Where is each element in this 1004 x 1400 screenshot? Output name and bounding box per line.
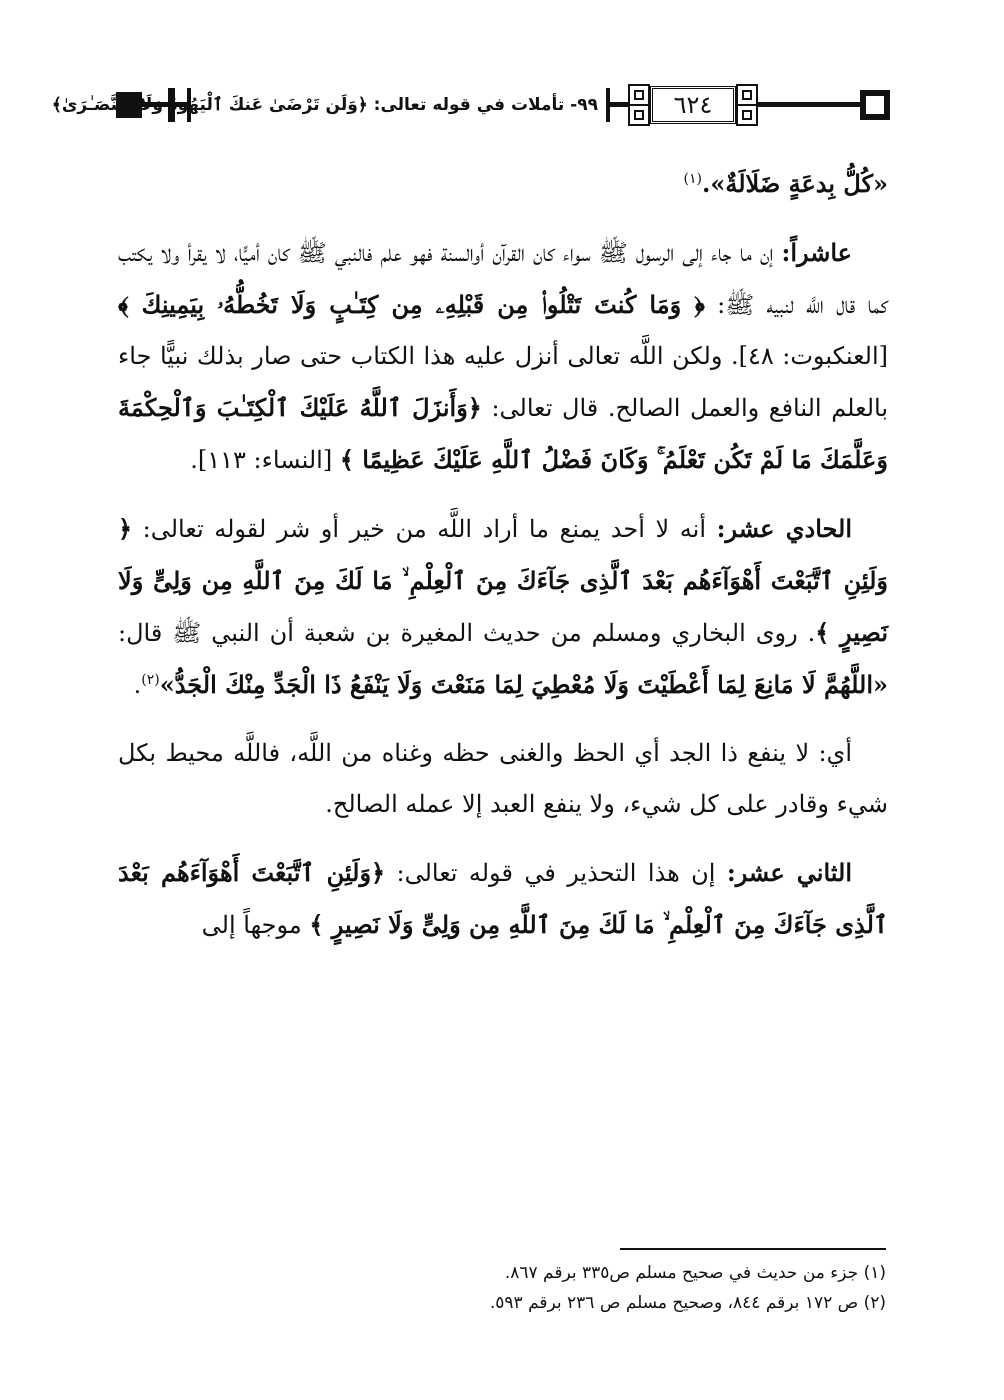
header-rule bbox=[610, 102, 628, 107]
hadith-quote: «كُلُّ بِدعَةٍ ضَلَالَةٌ». bbox=[701, 169, 888, 198]
footnote-ref-2: (٢) bbox=[141, 672, 160, 688]
footnote-separator bbox=[620, 1248, 886, 1250]
paragraph-text: إن ما جاء إلى الرسول ﷺ سواء كان القرآن أوالسنة فهو علم فالنبي ﷺ كان أميًّا، لا يقرأ ولا يكتب كما قال اللَّه لنبيه ﷺ: bbox=[118, 239, 888, 319]
footnote-1: (١) جزء من حديث في صحيح مسلم ص٣٣٥ برقم ٨٦٧. bbox=[504, 1263, 886, 1283]
verse-reference: [العنكبوت: ٤٨] bbox=[738, 342, 888, 370]
quran-verse: ﴿وَأَنزَلَ ٱللَّهُ عَلَيْكَ ٱلْكِتَـٰبَ وَٱلْحِكْمَةَ وَعَلَّمَكَ مَا لَمْ تَكُن تَعْلَمُ ۚ وَكَانَ فَضْلُ ٱللَّهِ عَلَيْكَ عَظِيمًا ﴾ bbox=[118, 393, 888, 474]
verse-reference: [النساء: ١١٣]. bbox=[190, 446, 340, 474]
running-header bbox=[51, 84, 890, 128]
paragraph-tenth bbox=[118, 227, 888, 486]
paragraph-text: موجهاً إلى bbox=[201, 911, 310, 939]
paragraph-text: إن هذا التحذير في قوله تعالى: bbox=[385, 859, 727, 887]
quran-verse: ﴿ وَمَا كُنتَ تَتْلُوا۟ مِن قَبْلِهِۦ مِن كِتَـٰبٍ وَلَا تَخُطُّهُۥ بِيَمِينِكَ ﴾ bbox=[118, 290, 705, 319]
knot-ornament bbox=[628, 84, 650, 106]
footnote-2: (٢) ص ١٧٢ برقم ٨٤٤، وصحيح مسلم ص ٢٣٦ برقم ٥٩٣. bbox=[489, 1293, 886, 1313]
knot-ornament bbox=[736, 84, 758, 106]
paragraph-lead: الحادي عشر: bbox=[716, 514, 853, 543]
header-rule bbox=[758, 102, 860, 107]
paragraph-eleventh bbox=[118, 503, 888, 711]
knot-ornament bbox=[628, 104, 650, 126]
hadith-quote: «اللَّهُمَّ لَا مَانِعَ لِمَا أَعْطَيْتَ وَلَا مُعْطِيَ لِمَا مَنَعْتَ وَلَا يَنْفَعُ ذَا الْجَدِّ مِنْكَ الْجَدُّ» bbox=[159, 670, 888, 699]
knot-ornament bbox=[736, 104, 758, 126]
header-title: ٩٩- تأملات في قوله تعالى: ﴿وَلَن تَرْضَىٰ عَنكَ ٱلْيَهُودُ وَلَا ٱلنَّصَـٰرَىٰ﴾ bbox=[51, 95, 598, 115]
header-right-square-ornament bbox=[860, 90, 890, 120]
footnotes bbox=[330, 1258, 886, 1318]
paragraph-text: . روى البخاري ومسلم من حديث المغيرة بن شعبة أن النبي ﷺ قال: bbox=[118, 619, 816, 647]
quran-verse: ﴿ وَلَئِنِ ٱتَّبَعْتَ أَهْوَآءَهُم بَعْدَ ٱلَّذِى جَآءَكَ مِنَ ٱلْعِلْمِ ۙ مَا لَكَ مِنَ ٱللَّهِ مِن وَلِىٍّ وَلَا نَصِيرٍ ﴾ bbox=[118, 514, 888, 647]
footnote-ref-1: (١) bbox=[683, 171, 702, 187]
paragraph-text: أي: لا ينفع ذا الجد أي الحظ والغنى حظه وغناه من اللَّه، فاللَّه محيط بكل شيء وقادر على كل شيء، ولا ينفع العبد إلا عمله الصالح. bbox=[118, 739, 888, 818]
paragraph-hadith-quote bbox=[118, 158, 888, 210]
quran-verse: ﴿وَلَئِنِ ٱتَّبَعْتَ أَهْوَآءَهُم بَعْدَ ٱلَّذِى جَآءَكَ مِنَ ٱلْعِلْمِ ۙ مَا لَكَ مِنَ ٱللَّهِ مِن وَلِىٍّ وَلَا نَصِيرٍ ﴾ bbox=[118, 858, 888, 939]
paragraph-lead: عاشراً: bbox=[781, 238, 852, 267]
page-body bbox=[118, 158, 888, 951]
paragraph-lead: الثاني عشر: bbox=[726, 858, 852, 887]
paragraph-explanation bbox=[118, 728, 888, 830]
paragraph-twelfth bbox=[118, 847, 888, 951]
paragraph-text: أنه لا أحد يمنع ما أراد اللَّه من خير أو شر لقوله تعالى: bbox=[132, 515, 717, 543]
page-number: ٦٢٤ bbox=[673, 91, 713, 119]
page-number-frame bbox=[628, 84, 758, 126]
paragraph-text: . ولكن اللَّه تعالى أنزل عليه هذا الكتاب حتى صار بذلك نبيًّا جاء بالعلم النافع والعمل الصالح. قال تعالى: bbox=[118, 342, 888, 422]
paragraph-end: . bbox=[133, 671, 142, 699]
